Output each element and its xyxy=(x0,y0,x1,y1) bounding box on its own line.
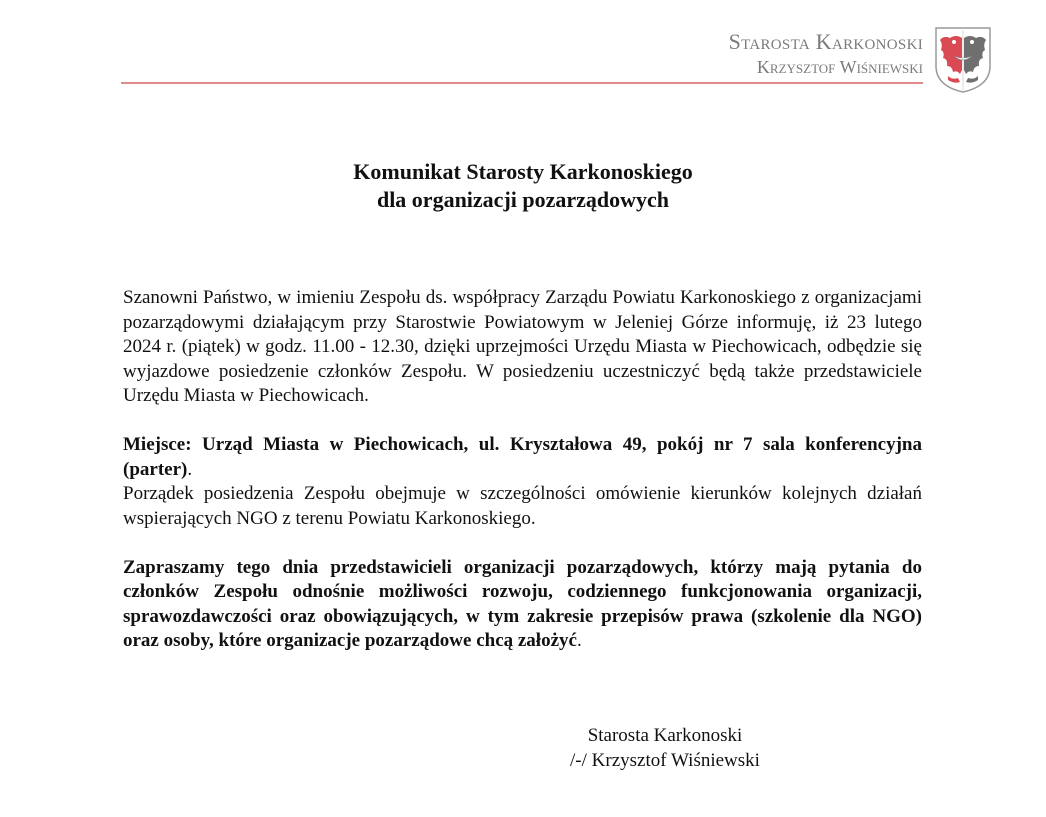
invitation-paragraph xyxy=(123,556,922,654)
intro-paragraph: Szanowni Państwo, w imieniu Zespołu ds. współpracy Zarządu Powiatu Karkonoskiego z organizacjami pozarządowymi działającym przy Starostwie Powiatowym w Jeleniej Górze informuję, iż 23 lutego 2024 r. (piątek) w godz. 11.00 - 12.30, dzięki uprzejmości Urzędu Miasta w Piechowicach, odbędzie się wyjazdowe posiedzenie członków Zespołu. W posiedzeniu uczestniczyć będą także przedstawiciele Urzędu Miasta w Piechowicach. xyxy=(123,287,922,406)
eagle-coat-of-arms-icon xyxy=(934,26,992,94)
signature-role: Starosta Karkonoski xyxy=(587,725,743,746)
letterhead-divider xyxy=(121,82,923,84)
location-paragraph xyxy=(123,433,922,482)
document-body xyxy=(123,286,922,654)
signature-block xyxy=(530,724,800,773)
letterhead-name: Krzysztof Wiśniewski xyxy=(756,57,923,77)
document-title xyxy=(0,158,1046,214)
document-title-line2: dla organizacji pozarządowych xyxy=(376,187,670,212)
letterhead-title: Starosta Karkonoski xyxy=(728,29,923,54)
document-title-line1: Komunikat Starosty Karkonoskiego xyxy=(353,159,693,184)
paragraph-spacer xyxy=(123,531,922,556)
location-period: . xyxy=(187,458,193,480)
signature-name: /-/ Krzysztof Wiśniewski xyxy=(570,749,760,771)
letterhead xyxy=(729,30,923,78)
location-text: Miejsce: Urząd Miasta w Piechowicach, ul. Kryształowa 49, pokój nr 7 sala konferencyjna (parter) xyxy=(123,434,922,480)
invitation-period: . xyxy=(576,630,582,651)
agenda-paragraph: Porządek posiedzenia Zespołu obejmuje w szczególności omówienie kierunków kolejnych działań wspierających NGO z terenu Powiatu Karkonoskiego. xyxy=(123,483,922,529)
paragraph-spacer xyxy=(123,409,922,434)
invitation-text: Zapraszamy tego dnia przedstawicieli organizacji pozarządowych, którzy mają pytania do członków Zespołu odnośnie możliwości rozwoju, codziennego funkcjonowania organizacji, sprawozdawczości oraz obowiązujących, w tym zakresie przepisów prawa (szkolenie dla NGO) oraz osoby, które organizacje pozarządowe chcą założyć xyxy=(123,556,922,651)
